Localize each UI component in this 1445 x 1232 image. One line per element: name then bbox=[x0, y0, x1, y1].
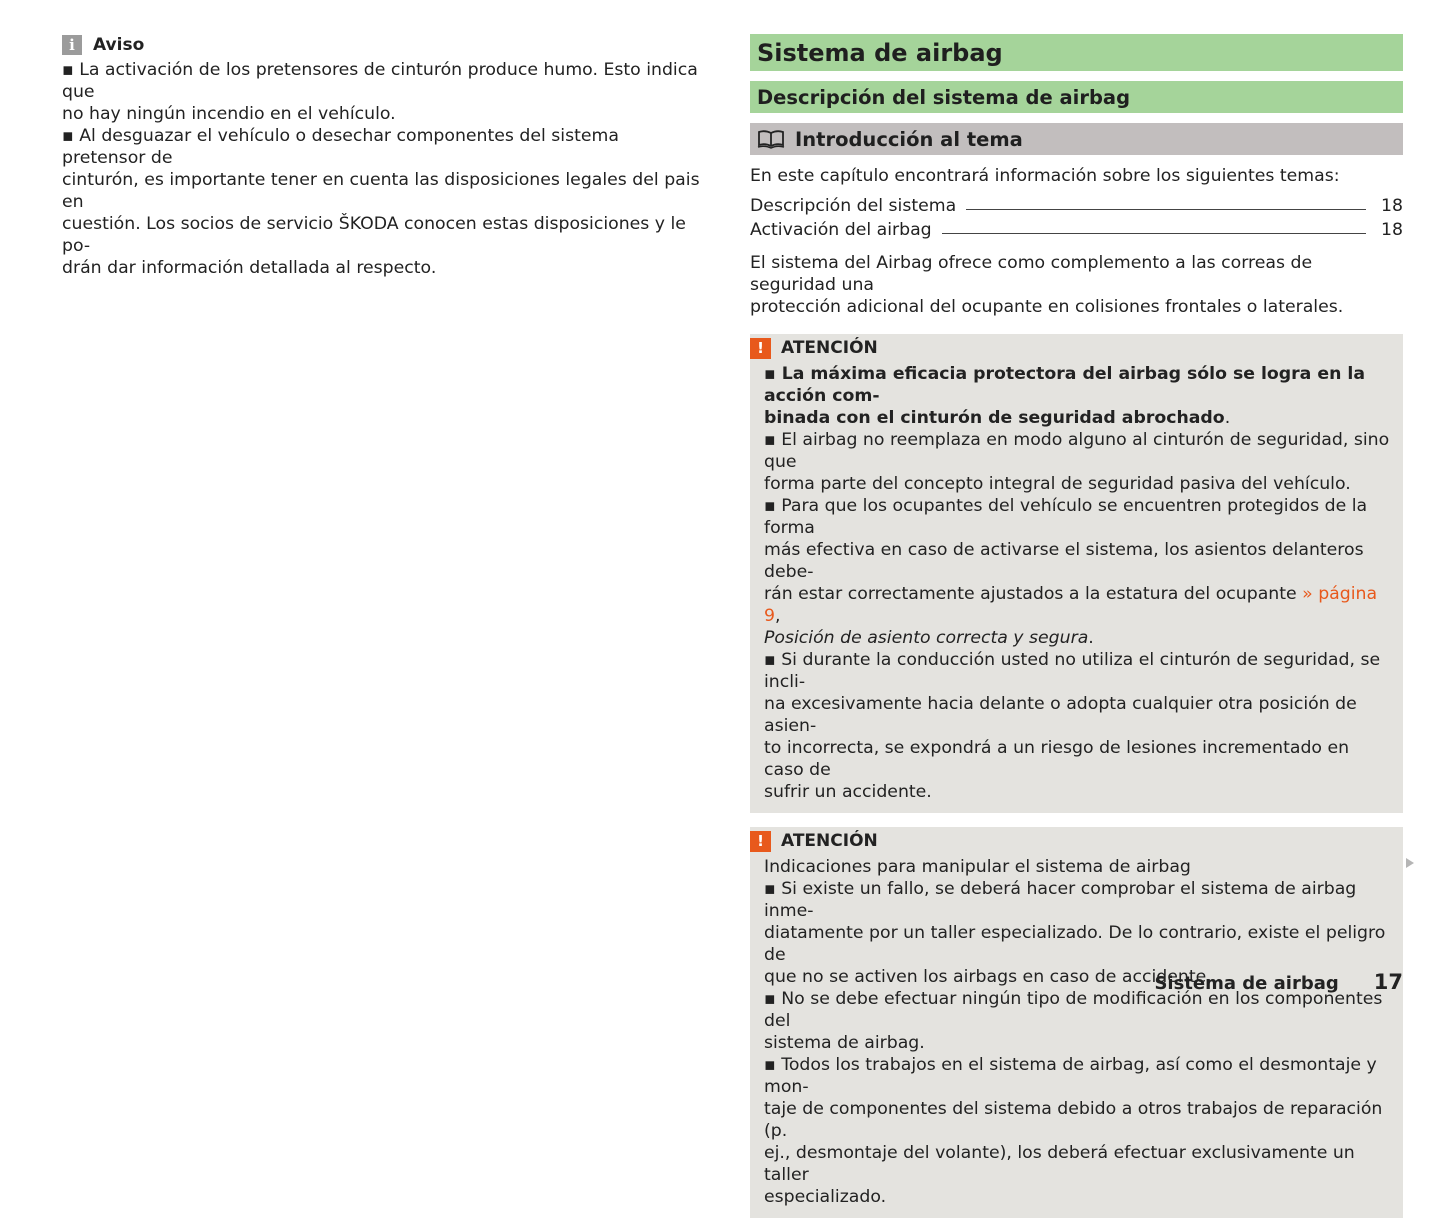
warning-line: especializado. bbox=[764, 1187, 887, 1207]
section-title: Descripción del sistema de airbag bbox=[750, 81, 1403, 113]
warning-line: Indicaciones para manipular el sistema de airbag bbox=[764, 857, 1191, 877]
subsection-title bbox=[750, 123, 1403, 155]
punctuation: . bbox=[1088, 628, 1094, 648]
punctuation: . bbox=[1224, 408, 1231, 428]
notice-title: Aviso bbox=[93, 35, 145, 55]
toc-leader-line bbox=[942, 233, 1366, 234]
punctuation: , bbox=[775, 606, 781, 626]
warning-line: más efectiva en caso de activarse el sistema, los asientos delanteros debe- bbox=[764, 540, 1364, 582]
notice-line: cuestión. Los socios de servicio ŠKODA conocen estas disposiciones y le po- bbox=[62, 214, 686, 256]
notice-header bbox=[62, 33, 702, 57]
warning-line: forma parte del concepto integral de seguridad pasiva del vehículo. bbox=[764, 474, 1351, 494]
page-footer bbox=[1154, 970, 1403, 994]
warning-line: to incorrecta, se expondrá a un riesgo de lesiones incrementado en caso de bbox=[764, 738, 1350, 780]
notice-line: drán dar información detallada al respecto. bbox=[62, 258, 437, 278]
warning-box bbox=[750, 334, 1403, 813]
toc-entry-label: Activación del airbag bbox=[750, 220, 932, 240]
warning-line: que no se activen los airbags en caso de accidente. bbox=[764, 967, 1212, 987]
warning-title: ATENCIÓN bbox=[781, 831, 878, 851]
footer-chapter-title: Sistema de airbag bbox=[1154, 973, 1339, 994]
body-line: protección adicional del ocupante en colisiones frontales o laterales. bbox=[750, 297, 1344, 317]
info-icon: i bbox=[62, 35, 82, 55]
warning-body bbox=[750, 856, 1391, 1208]
toc-leader-line bbox=[966, 209, 1366, 210]
continue-arrow-icon bbox=[1406, 858, 1414, 868]
body-paragraph bbox=[750, 252, 1403, 318]
warning-line: binada con el cinturón de seguridad abrochado bbox=[764, 408, 1225, 428]
body-line: El sistema del Airbag ofrece como complemento a las correas de seguridad una bbox=[750, 253, 1313, 295]
warning-line: taje de componentes del sistema debido a otros trabajos de reparación (p. bbox=[764, 1099, 1383, 1141]
warning-line: rán estar correctamente ajustados a la estatura del ocupante bbox=[764, 584, 1303, 604]
left-column bbox=[62, 33, 702, 279]
notice-line: cinturón, es importante tener en cuenta las disposiciones legales del pais en bbox=[62, 170, 700, 212]
warning-icon: ! bbox=[750, 338, 771, 359]
warning-body bbox=[750, 363, 1391, 803]
warning-box bbox=[750, 827, 1403, 1218]
warning-line: na excesivamente hacia delante o adopta cualquier otra posición de asien- bbox=[764, 694, 1357, 736]
warning-header bbox=[750, 336, 1391, 360]
warning-line: ▪ Si durante la conducción usted no utiliza el cinturón de seguridad, se incli- bbox=[764, 650, 1381, 692]
warning-line: ▪ El airbag no reemplaza en modo alguno al cinturón de seguridad, sino que bbox=[764, 430, 1390, 472]
warning-title: ATENCIÓN bbox=[781, 338, 878, 358]
warning-line: ej., desmontaje del volante), los deberá efectuar exclusivamente un taller bbox=[764, 1143, 1355, 1185]
page-link[interactable]: » página 9 bbox=[764, 584, 1378, 626]
warning-line: ▪ La máxima eficacia protectora del airbag sólo se logra en la acción com- bbox=[764, 364, 1365, 406]
notice-line: ▪ La activación de los pretensores de cinturón produce humo. Esto indica que bbox=[62, 60, 698, 102]
warning-line: ▪ Si existe un fallo, se deberá hacer comprobar el sistema de airbag inme- bbox=[764, 879, 1357, 921]
toc-entry[interactable] bbox=[750, 218, 1403, 242]
subsection-title-text: Introducción al tema bbox=[795, 127, 1023, 151]
notice-line: no hay ningún incendio en el vehículo. bbox=[62, 104, 396, 124]
warning-icon: ! bbox=[750, 831, 771, 852]
warning-header bbox=[750, 829, 1391, 853]
book-icon bbox=[757, 129, 785, 149]
toc-entry-page: 18 bbox=[1381, 196, 1403, 216]
warning-line: ▪ Todos los trabajos en el sistema de airbag, así como el desmontaje y mon- bbox=[764, 1055, 1377, 1097]
intro-text: En este capítulo encontrará información sobre los siguientes temas: bbox=[750, 166, 1340, 186]
chapter-title: Sistema de airbag bbox=[750, 34, 1403, 71]
warning-line-italic: Posición de asiento correcta y segura bbox=[764, 628, 1089, 648]
warning-line: ▪ No se debe efectuar ningún tipo de modificación en los componentes del bbox=[764, 989, 1383, 1031]
notice-line: ▪ Al desguazar el vehículo o desechar componentes del sistema pretensor de bbox=[62, 126, 619, 168]
warning-line: diatamente por un taller especializado. De lo contrario, existe el peligro de bbox=[764, 923, 1386, 965]
toc-entry-page: 18 bbox=[1381, 220, 1403, 240]
warning-line: ▪ Para que los ocupantes del vehículo se encuentren protegidos de la forma bbox=[764, 496, 1368, 538]
page-number: 17 bbox=[1373, 970, 1403, 994]
toc-entry-label: Descripción del sistema bbox=[750, 196, 957, 216]
warning-line: sistema de airbag. bbox=[764, 1033, 925, 1053]
toc-entry[interactable] bbox=[750, 194, 1403, 218]
right-column bbox=[750, 34, 1403, 1232]
warning-line: sufrir un accidente. bbox=[764, 782, 932, 802]
